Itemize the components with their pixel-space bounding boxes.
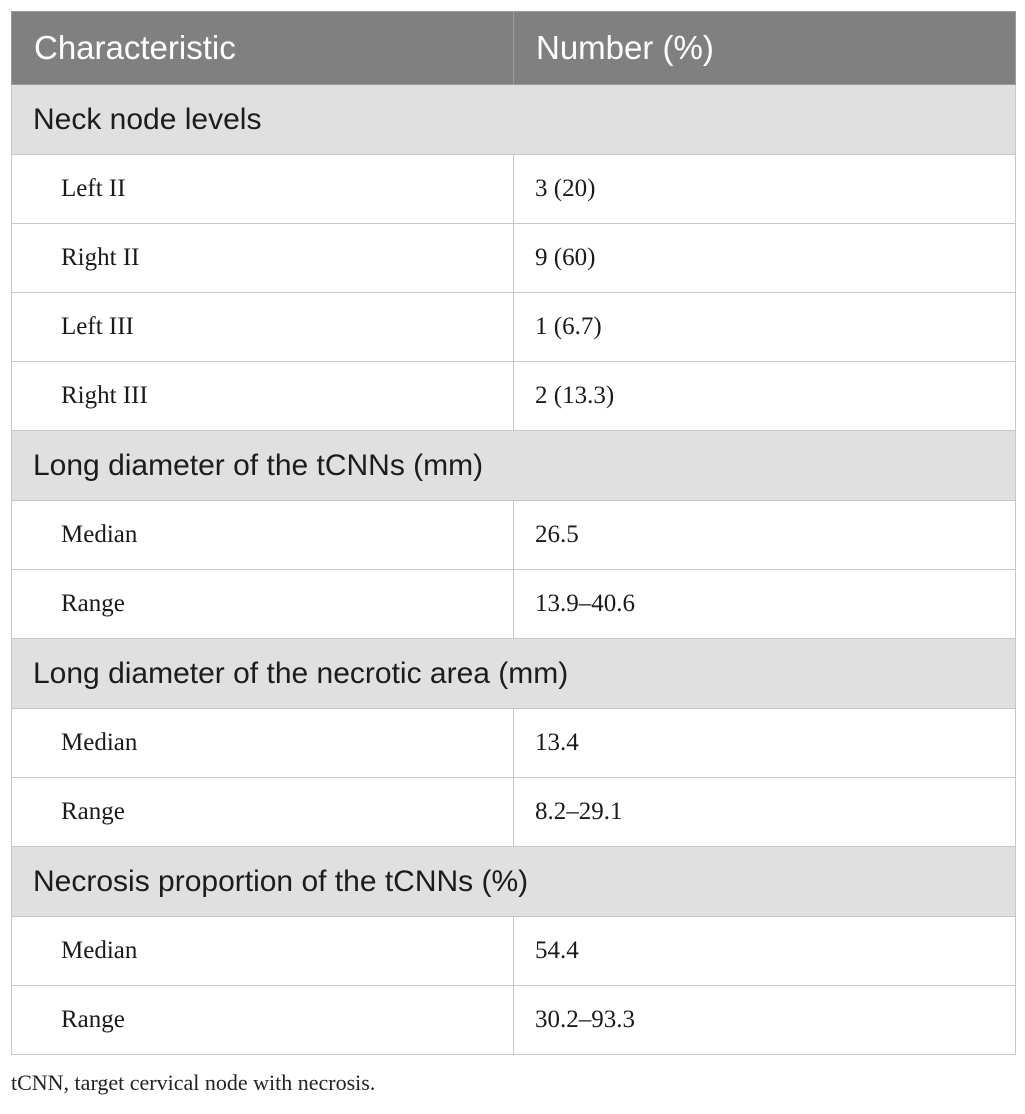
section-title: Long diameter of the necrotic area (mm) [12,639,1016,709]
table-row [12,986,1016,1055]
table-footnote: tCNN, target cervical node with necrosis. [11,1070,376,1095]
row-value: 9 (60) [514,224,1016,293]
row-value: 2 (13.3) [514,362,1016,431]
row-value: 13.9–40.6 [514,570,1016,639]
section-row [12,639,1016,709]
row-label: Range [12,778,514,847]
row-label: Range [12,986,514,1055]
table-row [12,709,1016,778]
table-row [12,570,1016,639]
section-title: Long diameter of the tCNNs (mm) [12,431,1016,501]
table-row [12,155,1016,224]
row-label: Median [12,501,514,570]
table-row [12,362,1016,431]
header-characteristic: Characteristic [12,12,514,85]
table-row [12,224,1016,293]
section-row [12,847,1016,917]
row-value: 26.5 [514,501,1016,570]
row-value: 30.2–93.3 [514,986,1016,1055]
row-value: 1 (6.7) [514,293,1016,362]
table-row [12,917,1016,986]
row-value: 8.2–29.1 [514,778,1016,847]
row-label: Right II [12,224,514,293]
row-label: Median [12,917,514,986]
section-title: Necrosis proportion of the tCNNs (%) [12,847,1016,917]
section-row [12,85,1016,155]
characteristics-table [11,11,1016,1055]
header-number: Number (%) [514,12,1016,85]
row-label: Left II [12,155,514,224]
row-label: Left III [12,293,514,362]
section-row [12,431,1016,501]
table-row [12,501,1016,570]
row-label: Right III [12,362,514,431]
row-value: 13.4 [514,709,1016,778]
row-value: 3 (20) [514,155,1016,224]
row-value: 54.4 [514,917,1016,986]
row-label: Median [12,709,514,778]
table-row [12,293,1016,362]
table-header-row [12,12,1016,85]
table-row [12,778,1016,847]
section-title: Neck node levels [12,85,1016,155]
row-label: Range [12,570,514,639]
